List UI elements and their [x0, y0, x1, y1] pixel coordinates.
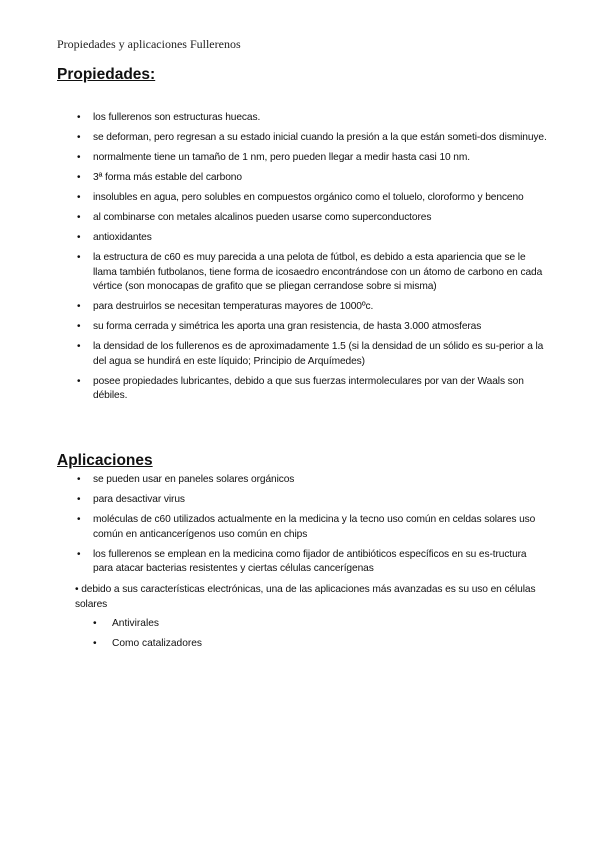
aplicaciones-list [57, 473, 547, 577]
bullet-icon: • [77, 494, 81, 505]
list-item [57, 131, 547, 146]
list-item-text: moléculas de c60 utilizados actualmente en la medicina y la tecno uso común en celdas solares uso común en anticancerígenos uso común en chips [93, 514, 536, 540]
list-item-text: los fullerenos se emplean en la medicina como fijador de antibióticos específicos en su es-tructura para atacar bacterias resistentes y ciertas células cancerígenas [93, 548, 527, 574]
propiedades-list [57, 111, 547, 404]
bullet-icon: • [77, 192, 81, 203]
list-item-text: Antivirales [112, 618, 159, 629]
list-item [57, 375, 547, 404]
aplicaciones-sublist [93, 617, 202, 652]
list-item [57, 171, 547, 186]
list-item-text: los fullerenos son estructuras huecas. [93, 112, 261, 123]
list-item [93, 637, 202, 652]
list-item [57, 473, 547, 488]
bullet-icon: • [77, 252, 81, 263]
bullet-icon: • [77, 212, 81, 223]
bullet-icon: • [77, 152, 81, 163]
list-item [57, 151, 547, 166]
list-item [57, 493, 547, 508]
list-item-text: Como catalizadores [112, 638, 203, 649]
bullet-icon: • [77, 341, 81, 352]
document-header: Propiedades y aplicaciones Fullerenos [57, 37, 241, 51]
section-title-propiedades: Propiedades: [57, 66, 156, 83]
list-item-text: al combinarse con metales alcalinos pueden usarse como superconductores [93, 212, 432, 223]
list-item-text: normalmente tiene un tamaño de 1 nm, pero pueden llegar a medir hasta casi 10 nm. [93, 152, 470, 163]
bullet-icon: • [77, 514, 81, 525]
list-item-text: la estructura de c60 es muy parecida a una pelota de fútbol, es debido a esta apariencia que se le llama también futbolanos, tiene forma de icosaedro encontrándose con un átomo de carbono en cada vértice (son monocapas de grafito que se pliegan cerrandose sobre si misma) [93, 252, 543, 292]
list-item [57, 548, 547, 577]
bullet-icon: • [77, 112, 81, 123]
list-item-text: se pueden usar en paneles solares orgánicos [93, 474, 295, 485]
list-item [57, 513, 547, 542]
list-item [57, 300, 547, 315]
bullet-icon: • [77, 301, 81, 312]
list-item-text: su forma cerrada y simétrica les aporta una gran resistencia, de hasta 3.000 atmosferas [93, 321, 482, 332]
list-item [57, 320, 547, 335]
list-item-text: la densidad de los fullerenos es de aproximadamente 1.5 (si la densidad de un sólido es su-perior a la del agua se hundirá en este líquido; Principio de Arquímedes) [93, 341, 544, 367]
aplicaciones-extra-line: • debido a sus características electrónicas, una de las aplicaciones más avanzadas es su uso en células solares [75, 584, 536, 610]
bullet-icon: • [77, 548, 81, 560]
list-item [57, 211, 547, 226]
list-item-text: posee propiedades lubricantes, debido a que sus fuerzas intermoleculares por van der Waals son débiles. [93, 375, 524, 401]
list-item-text: para destruirlos se necesitan temperaturas mayores de 1000ºc. [93, 301, 374, 312]
bullet-icon: • [77, 132, 81, 143]
bullet-icon: • [77, 375, 81, 387]
bullet-icon: • [93, 618, 97, 629]
list-item [57, 251, 547, 295]
list-item-text: para desactivar virus [93, 494, 185, 505]
list-item-text: insolubles en agua, pero solubles en compuestos orgánico como el toluelo, cloroformo y benceno [93, 192, 524, 203]
section-title-aplicaciones: Aplicaciones [57, 452, 153, 469]
bullet-icon: • [77, 474, 81, 485]
bullet-icon: • [77, 232, 81, 243]
list-item [57, 111, 547, 126]
bullet-icon: • [77, 321, 81, 332]
list-item-text: se deforman, pero regresan a su estado inicial cuando la presión a la que están someti-dos disminuye. [93, 132, 547, 143]
list-item-text: antioxidantes [93, 232, 152, 243]
list-item-text: 3ª forma más estable del carbono [93, 172, 242, 183]
list-item [57, 231, 547, 246]
list-item [93, 617, 202, 632]
list-item [57, 191, 547, 206]
list-item [57, 340, 547, 369]
bullet-icon: • [77, 172, 81, 183]
bullet-icon: • [93, 638, 97, 649]
